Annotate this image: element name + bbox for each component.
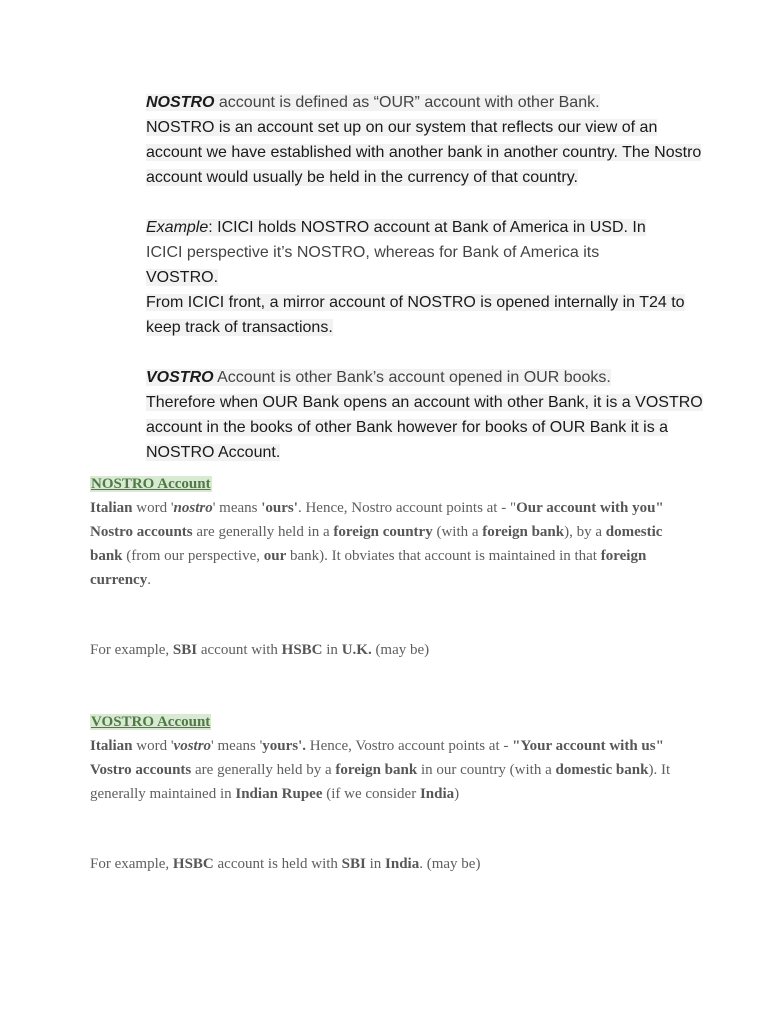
example-line2: ICICI perspective it’s NOSTRO, whereas for Bank of America its <box>146 244 600 261</box>
text-foreign-currency: foreign currency <box>90 548 647 588</box>
text-foreign-bank: foreign bank <box>482 524 565 540</box>
text-hsbc: HSBC <box>172 856 214 872</box>
vostro-section <box>90 710 690 806</box>
text: are generally held by a <box>191 762 336 778</box>
text-vostro: vostro <box>173 738 212 754</box>
text-uk: U.K. <box>341 642 372 658</box>
text: (if we consider <box>322 786 420 802</box>
text: are generally held in a <box>192 524 334 540</box>
text: . <box>147 572 151 588</box>
nostro-definition-line1: account is defined as “OUR” account with other Bank. <box>214 94 600 111</box>
text-italian: Italian <box>90 500 133 516</box>
text: ), by a <box>564 524 606 540</box>
vostro-definition-body: Therefore when OUR Bank opens an account with other Bank, it is a VOSTRO account in the books of other Bank however for books of OUR Bank it is a NOSTRO Account. <box>146 394 703 461</box>
text-yours: yours'. <box>262 738 307 754</box>
text: . Hence, Nostro account points at - " <box>297 500 517 516</box>
text-indian-rupee: Indian Rupee <box>235 786 323 802</box>
vostro-section-heading: VOSTRO Account <box>91 714 211 730</box>
text: account is held with <box>213 856 342 872</box>
text-foreign-bank: foreign bank <box>335 762 418 778</box>
text: For example, <box>90 856 173 872</box>
text: . (may be) <box>419 856 481 872</box>
nostro-section <box>90 472 690 592</box>
example-line1: : ICICI holds NOSTRO account at Bank of America in USD. In <box>208 219 646 236</box>
text: word ' <box>132 738 174 754</box>
text-india: India <box>419 786 455 802</box>
text-nostro: nostro <box>173 500 213 516</box>
text: (with a <box>432 524 483 540</box>
nostro-definition-body: NOSTRO is an account set up on our system that reflects our view of an account we have established with another bank in another country. The Nostro account would usually be held in the currency of that country. <box>146 119 702 186</box>
text: ). It generally maintained in <box>90 762 671 802</box>
text-foreign-country: foreign country <box>333 524 433 540</box>
text: ) <box>454 786 460 802</box>
example-line4: From ICICI front, a mirror account of NOSTRO is opened internally in T24 to keep track of transactions. <box>146 294 685 336</box>
vostro-section-p2 <box>90 758 690 806</box>
text-india: India <box>385 856 420 872</box>
text: ' means ' <box>211 738 263 754</box>
vostro-definition-line1: Account is other Bank’s account opened in OUR books. <box>213 369 611 386</box>
text-italian: Italian <box>90 738 133 754</box>
nostro-section-heading: NOSTRO Account <box>91 476 211 492</box>
text-hsbc: HSBC <box>281 642 323 658</box>
text-nostro-accounts: Nostro accounts <box>90 524 193 540</box>
text-domestic-bank: domestic bank <box>90 524 663 564</box>
text: (from our perspective, <box>122 548 264 564</box>
nostro-definition <box>146 90 706 190</box>
nostro-example <box>90 638 690 662</box>
text-domestic-bank: domestic bank <box>555 762 649 778</box>
text: ' means <box>212 500 262 516</box>
text-our: our <box>263 548 287 564</box>
text-sbi: SBI <box>172 642 198 658</box>
example-line3: VOSTRO. <box>146 269 219 286</box>
definitions-block <box>146 90 706 465</box>
text-sbi: SBI <box>341 856 366 872</box>
text: account with <box>197 642 282 658</box>
text: in <box>322 642 342 658</box>
vostro-definition <box>146 365 706 465</box>
text: in <box>365 856 386 872</box>
text: (may be) <box>371 642 430 658</box>
nostro-section-p2 <box>90 520 690 592</box>
example-label: Example <box>146 219 209 236</box>
text: Hence, Vostro account points at - <box>306 738 513 754</box>
nostro-section-p1 <box>90 496 690 520</box>
text: in our country (with a <box>417 762 556 778</box>
text: word ' <box>132 500 174 516</box>
text-your-account: "Your account with us" <box>512 738 664 754</box>
text: For example, <box>90 642 173 658</box>
vostro-term: VOSTRO <box>146 369 214 386</box>
text-ours: 'ours' <box>261 500 298 516</box>
vostro-section-p1 <box>90 734 690 758</box>
example-paragraph <box>146 215 706 340</box>
nostro-term: NOSTRO <box>146 94 215 111</box>
vostro-example <box>90 852 690 876</box>
text-vostro-accounts: Vostro accounts <box>90 762 192 778</box>
text: bank). It obviates that account is maintained in that <box>286 548 601 564</box>
text-our-account: Our account with you" <box>516 500 664 516</box>
